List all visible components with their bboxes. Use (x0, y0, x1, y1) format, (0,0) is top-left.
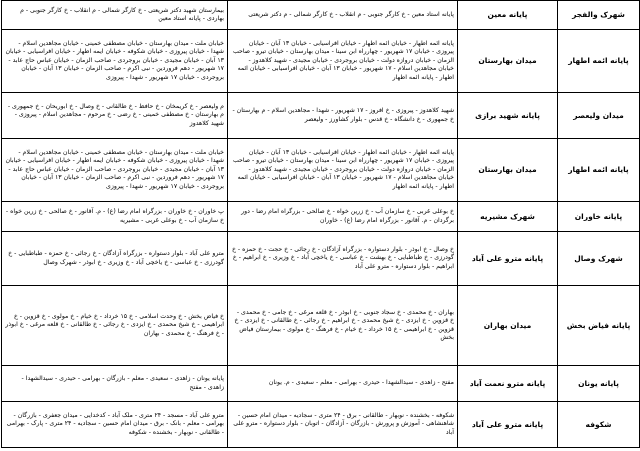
table-row (2, 202, 640, 232)
route-go-cell: شکوفه - بخشنده - نوبهار - طالقانی - برق - ۲۴ متری - سجادیه - میدان امام حسین - شاهنشاهی - آموزش و پرورش - بازرگان - آزادگان - اتوبان - بلوار دستواره - مترو علی آباد (228, 402, 458, 448)
destination-cell: پایانه معین (458, 1, 558, 30)
destination-cell: میدان بهاران (458, 286, 558, 366)
route-back-cell: خیابان ملت - میدان بهارستان - خیابان مصطفی خمینی - خیابان مجاهدین اسلام - شهدا - خیابان پیروزی - خیابان شکوفه - خیابان ایمه اطهار - خیابان افراسیابی - خیابان ۱۳ آبان - خیابان مجیدی - خیابان بروجردی - صاحب الزمان - خیابان عباس حاج عابد - ۱۷ شهریور - دهم فروردین - نبی اکرم - صاحب الزمان - خیابان ۱۳ آبان - خیابان بروجردی - خیابان ۱۷ شهریور - شهدا - پیروزی (2, 30, 228, 93)
destination-cell: پایانه شهید برازی (458, 93, 558, 139)
route-back-cell: مترو علی آباد - مسجد - ۲۴ متری - ملک آباد - کدخدایی - میدان جعفری - بازرگان - بهرامی - معلم - بانک - برق - میدان امام حسین - سجادیه - ۲۴ متری - پارک - بهرامی - طالقانی - نوبهار - بخشنده - شکوفه (2, 402, 228, 448)
destination-cell: میدان بهارستان (458, 139, 558, 202)
route-go-cell: پایانه ائمه اطهار - خیابان ائمه اطهار - خیابان افراسیابی - خیابان ۱۳ آبان - خیابان پیروزی - خیابان ۱۷ شهریور - چهارراه ابن سینا - میدان بهارستان - خیابان تیرو - صاحب الزمان - خیابان دروازه دولت - خیابان بروجردی - خیابان مجیدی - شهید کلاهدوز - خیابان مجاهدین اسلام - ۱۷ شهریور - خیابان ۱۳ آبان - خیابان افراسیابی - خیابان ائمه اطهار - پایانه ائمه اطهار (228, 139, 458, 202)
table-row (2, 1, 640, 30)
route-go-cell: خ بوعلی غربی - خ سازمان آب - خ زرین خواه - خ صالحی - بزرگراه امام رضا - دور برگردان - م. آقانور - بزرگراه امام رضا (ع) - خاوران (228, 202, 458, 232)
table-row (2, 286, 640, 366)
origin-cell: میدان ولیعصر (558, 93, 640, 139)
table-row (2, 93, 640, 139)
origin-cell: شکوفه (558, 402, 640, 448)
route-go-cell: خ وصال - خ ابوذر - بلوار دستواره - بزرگراه آزادگان - خ رجائی - خ حجت - خ حمزه - خ گودرزی - خ طباطبایی - خ بهشت - خ عباسی - خ یاخچی آباد - خ وزیری - خ ابراهیم - خ ابراهیم - بلوار دستواره - مترو علی آباد (228, 232, 458, 286)
origin-cell: پایانه ائمه اطهار (558, 139, 640, 202)
origin-cell: پایانه فیاض بخش (558, 286, 640, 366)
route-go-cell: بهاران - خ محمدی - خ سجاد جنوبی - خ ابوذر - خ قلعه مرغی - خ جامی - خ محمدی - خ قزوین - خ ایزدی - خ شیخ محمدی - خ ابراهیم - خ رجائی - خ طالقانی - خ ایزدی - خ قزوین - خ ابراهیمی - خ ۱۵ خرداد - خ خیام - خ فرهنگ - خ مولوی - بیمارستان فیاض بخش (228, 286, 458, 366)
table-row (2, 232, 640, 286)
destination-cell: پایانه مترو علی آباد (458, 402, 558, 448)
route-go-cell: پایانه استاد معین - خ کارگر جنوبی - م انقلاب - خ کارگر شمالی - م دکتر شریعتی (228, 1, 458, 30)
table-row (2, 366, 640, 402)
table-row (2, 139, 640, 202)
route-back-cell: مترو علی آباد - بلوار دستواره - بزرگراه آزادگان - خ رجائی - خ حمزه - طباطبایی - خ گودرزی - خ عباسی - خ یاخچی آباد - خ وزیری - خ ابوذر - شهرک وصال (2, 232, 228, 286)
origin-cell: شهرک وصال (558, 232, 640, 286)
route-back-cell: بیمارستان شهید دکتر شریعتی - خ کارگر شمالی - م انقلاب - خ کارگر جنوبی - م بهاردی - پایانه استاد معین (2, 1, 228, 30)
origin-cell: پایانه یونان (558, 366, 640, 402)
route-go-cell: پایانه ائمه اطهار - خیابان ائمه اطهار - خیابان افراسیابی - خیابان ۱۳ آبان - خیابان پیروزی - خیابان ۱۷ شهریور - چهارراه ابن سینا - میدان بهارستان - خیابان تیرو - صاحب الزمان - خیابان دروازه دولت - خیابان بروجردی - خیابان مجیدی - شهید کلاهدوز - خیابان مجاهدین اسلام - ۱۷ شهریور - خیابان ۱۳ آبان - خیابان افراسیابی - خیابان ائمه اطهار - پایانه ائمه اطهار (228, 30, 458, 93)
route-go-cell: شهید کلاهدوز - پیروزی - خ افروز - ۱۷ شهریور - شهدا - مجاهدین اسلام - م بهارستان - خ جمهوری - خ دانشگاه - خ قدس - بلوار کشاورز - ولیعصر (228, 93, 458, 139)
route-back-cell: م ولیعصر - خ کریمخان - خ حافظ - خ طالقانی - خ وصال - خ ابوریحان - خ جمهوری - م بهارستان - خ مصطفی خمینی - خ رضی - خ مرحوم - مجاهدین اسلام - پیروزی - شهید کلاهدوز (2, 93, 228, 139)
destination-cell: میدان بهارستان (458, 30, 558, 93)
table-row (2, 402, 640, 448)
destination-cell: شهرک مشیریه (458, 202, 558, 232)
origin-cell: شهرک والفجر (558, 1, 640, 30)
destination-cell: پایانه مترو علی آباد (458, 232, 558, 286)
route-back-cell: خیابان ملت - میدان بهارستان - خیابان مصطفی خمینی - خیابان مجاهدین اسلام - شهدا - خیابان پیروزی - خیابان شکوفه - خیابان ایمه اطهار - خیابان افراسیابی - خیابان ۱۳ آبان - خیابان مجیدی - خیابان بروجردی - صاحب الزمان - خیابان عباس حاج عابد - ۱۷ شهریور - دهم فروردین - نبی اکرم - صاحب الزمان - خیابان ۱۳ آبان - خیابان بروجردی - خیابان ۱۷ شهریور - شهدا - پیروزی (2, 139, 228, 202)
origin-cell: پایانه ائمه اطهار (558, 30, 640, 93)
origin-cell: پایانه خاوران (558, 202, 640, 232)
table-row (2, 30, 640, 93)
destination-cell: پایانه مترو نعمت آباد (458, 366, 558, 402)
route-go-cell: مفتح - زاهدی - سیدالشهدا - حیدری - بهرامی - معلم - سعیدی - م. یونان (228, 366, 458, 402)
bus-routes-table (1, 0, 640, 448)
route-back-cell: پایانه یونان - زاهدی - سعیدی - معلم - بازرگان - بهرامی - حیدری - سیدالشهدا - زاهدی - مفتح (2, 366, 228, 402)
route-back-cell: خ فیاض بخش - خ وحدت اسلامی - خ ۱۵ خرداد - خ خیام - خ مولوی - خ قزوین - خ ابراهیمی - خ شیخ محمدی - خ ایزدی - خ رجائی - خ طالقانی - خ قلعه مرغی - خ ابوذر - خ فرهنگ - خ محمدی - بهاران (2, 286, 228, 366)
route-back-cell: پ خاوران - خ خاوران - بزرگراه امام رضا (ع) - م. آقانور - خ صالحی - خ زرین خواه - خ سازمان آب - خ بوعلی غربی - مشیریه (2, 202, 228, 232)
